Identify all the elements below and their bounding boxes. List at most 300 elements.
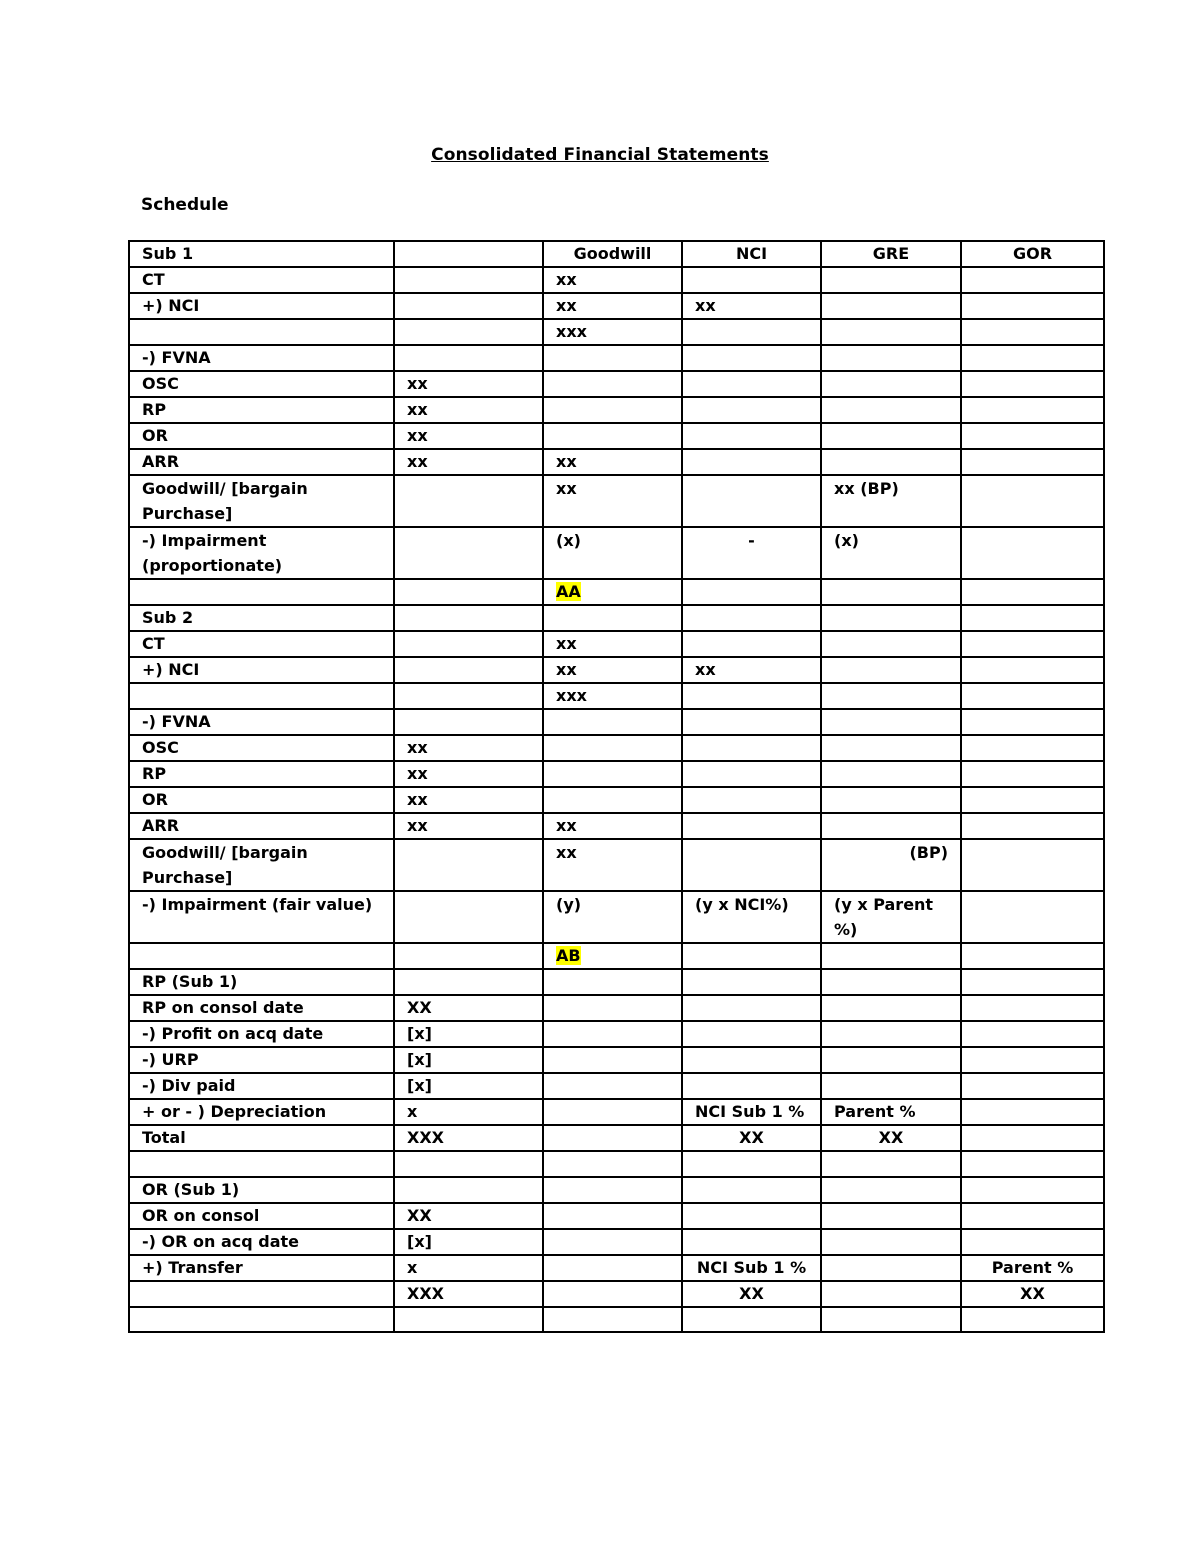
cell-text: xxx	[556, 686, 587, 705]
cell-text: (BP)	[909, 843, 948, 862]
cell-text: RP	[142, 400, 167, 419]
row-label-cell	[129, 1203, 394, 1229]
table-cell	[961, 423, 1104, 449]
cell-text: -	[748, 531, 755, 550]
table-cell	[394, 449, 543, 475]
table-cell	[961, 761, 1104, 787]
table-cell	[961, 1203, 1104, 1229]
row-label-cell	[129, 397, 394, 423]
table-row	[129, 1203, 1104, 1229]
table-cell	[961, 657, 1104, 683]
cell-text: +) NCI	[142, 296, 200, 315]
cell-text: -) Profit on acq date	[142, 1024, 324, 1043]
table-row	[129, 579, 1104, 605]
table-cell	[682, 1151, 821, 1177]
row-label-cell	[129, 1099, 394, 1125]
table-row	[129, 423, 1104, 449]
table-cell	[543, 371, 682, 397]
table-cell	[821, 839, 961, 891]
table-cell	[961, 345, 1104, 371]
table-cell	[543, 657, 682, 683]
row-label-cell	[129, 1281, 394, 1307]
table-cell	[961, 371, 1104, 397]
table-cell	[682, 423, 821, 449]
table-row	[129, 735, 1104, 761]
table-cell	[394, 1281, 543, 1307]
cell-text: [x]	[407, 1024, 432, 1043]
table-cell	[821, 319, 961, 345]
table-cell	[682, 1021, 821, 1047]
table-cell	[543, 449, 682, 475]
table-cell	[682, 319, 821, 345]
table-cell	[394, 943, 543, 969]
cell-text: xx	[695, 660, 716, 679]
table-cell	[543, 423, 682, 449]
table-cell	[821, 1255, 961, 1281]
table-cell	[394, 371, 543, 397]
table-cell	[394, 1203, 543, 1229]
table-cell	[543, 943, 682, 969]
schedule-label: Schedule	[141, 195, 229, 215]
cell-text: xx	[407, 816, 428, 835]
table-cell	[682, 1229, 821, 1255]
table-row	[129, 1177, 1104, 1203]
table-cell	[543, 1177, 682, 1203]
row-label-cell	[129, 371, 394, 397]
table-cell	[961, 319, 1104, 345]
table-cell	[543, 293, 682, 319]
table-cell	[394, 1021, 543, 1047]
cell-text: ARR	[142, 816, 180, 835]
table-cell	[961, 1073, 1104, 1099]
table-cell	[682, 293, 821, 319]
table-cell	[961, 1281, 1104, 1307]
table-cell	[821, 1073, 961, 1099]
cell-text: XXX	[407, 1128, 445, 1147]
table-cell	[543, 1203, 682, 1229]
cell-text: OSC	[142, 374, 179, 393]
cell-text: AB	[556, 946, 581, 965]
cell-text: RP (Sub 1)	[142, 972, 238, 991]
table-cell	[543, 891, 682, 943]
table-cell	[682, 1047, 821, 1073]
table-row	[129, 397, 1104, 423]
cell-text: OR (Sub 1)	[142, 1179, 240, 1199]
row-label-cell	[129, 1125, 394, 1151]
table-cell	[682, 449, 821, 475]
table-cell	[821, 1021, 961, 1047]
cell-text: OR	[142, 790, 168, 809]
row-label-cell	[129, 787, 394, 813]
cell-text: CT	[142, 634, 165, 653]
table-cell	[821, 631, 961, 657]
table-cell	[543, 631, 682, 657]
table-cell	[394, 969, 543, 995]
cell-text: -) FVNA	[142, 348, 211, 367]
table-cell	[961, 579, 1104, 605]
cell-text: xx	[407, 400, 428, 419]
cell-text: GOR	[1012, 244, 1053, 263]
table-cell	[821, 787, 961, 813]
table-cell	[394, 605, 543, 631]
table-cell	[394, 839, 543, 891]
cell-text: Sub 1	[142, 244, 194, 263]
row-label-cell	[129, 943, 394, 969]
row-label-cell	[129, 1047, 394, 1073]
table-cell	[543, 605, 682, 631]
cell-text: NCI Sub 1 %	[696, 1257, 807, 1277]
cell-text: XX	[739, 1128, 764, 1147]
row-label-cell	[129, 1073, 394, 1099]
table-cell	[682, 397, 821, 423]
table-cell	[543, 579, 682, 605]
row-label-cell	[129, 475, 394, 527]
schedule-table	[128, 240, 1105, 1333]
table-cell	[682, 683, 821, 709]
cell-text: xx	[407, 374, 428, 393]
table-row	[129, 1099, 1104, 1125]
table-cell	[961, 1021, 1104, 1047]
cell-text: Goodwill/ [bargain Purchase]	[142, 479, 308, 523]
table-cell	[682, 891, 821, 943]
cell-text: xx	[407, 452, 428, 471]
cell-text: Total	[142, 1128, 186, 1147]
table-row	[129, 1255, 1104, 1281]
row-label-cell	[129, 527, 394, 579]
table-cell	[543, 1151, 682, 1177]
table-cell	[821, 371, 961, 397]
table-cell	[543, 1073, 682, 1099]
table-cell	[821, 995, 961, 1021]
row-label-cell	[129, 813, 394, 839]
table-row	[129, 241, 1104, 267]
table-cell	[821, 1229, 961, 1255]
table-cell	[961, 397, 1104, 423]
table-cell	[961, 1047, 1104, 1073]
table-cell	[821, 527, 961, 579]
table-cell	[543, 761, 682, 787]
table-cell	[394, 735, 543, 761]
table-cell	[961, 267, 1104, 293]
table-cell	[821, 1177, 961, 1203]
table-cell	[821, 1125, 961, 1151]
table-cell	[821, 1151, 961, 1177]
table-cell	[682, 579, 821, 605]
table-cell	[821, 449, 961, 475]
table-cell	[821, 475, 961, 527]
table-cell	[682, 631, 821, 657]
table-cell	[394, 787, 543, 813]
cell-text: Sub 2	[142, 608, 194, 627]
table-cell	[821, 943, 961, 969]
cell-text: xx	[556, 843, 577, 862]
schedule-body	[129, 241, 1104, 1332]
cell-text: -) OR on acq date	[142, 1231, 300, 1251]
table-cell	[961, 839, 1104, 891]
table-cell	[394, 1255, 543, 1281]
cell-text: CT	[142, 270, 165, 289]
table-cell	[543, 1255, 682, 1281]
cell-text: (y)	[556, 895, 582, 914]
table-row	[129, 969, 1104, 995]
table-cell	[682, 345, 821, 371]
cell-text: xx	[556, 816, 577, 835]
cell-text: (x)	[834, 531, 859, 550]
table-row	[129, 631, 1104, 657]
cell-text: xx	[556, 270, 577, 289]
cell-text: (y x Parent %)	[834, 895, 934, 939]
table-row	[129, 293, 1104, 319]
cell-text: -) Impairment (proportionate)	[142, 531, 283, 575]
table-cell	[543, 735, 682, 761]
cell-text: RP	[142, 764, 167, 783]
cell-text: Goodwill/ [bargain Purchase]	[142, 843, 308, 887]
table-row	[129, 709, 1104, 735]
table-cell	[821, 1099, 961, 1125]
table-cell	[961, 1151, 1104, 1177]
row-label-cell	[129, 1151, 394, 1177]
table-cell	[821, 423, 961, 449]
table-row	[129, 1151, 1104, 1177]
cell-text: +) Transfer	[142, 1257, 243, 1277]
table-row	[129, 761, 1104, 787]
row-label-cell	[129, 1177, 394, 1203]
table-cell	[394, 657, 543, 683]
table-cell	[543, 1125, 682, 1151]
table-row	[129, 1073, 1104, 1099]
table-row	[129, 267, 1104, 293]
table-cell	[821, 293, 961, 319]
table-cell	[394, 1073, 543, 1099]
table-cell	[961, 969, 1104, 995]
table-cell	[682, 1307, 821, 1333]
table-cell	[821, 241, 961, 267]
table-cell	[394, 631, 543, 657]
table-cell	[821, 579, 961, 605]
table-cell	[543, 1281, 682, 1307]
row-label-cell	[129, 839, 394, 891]
cell-text: xx	[556, 479, 577, 498]
table-cell	[961, 241, 1104, 267]
cell-text: xx	[556, 296, 577, 315]
table-cell	[543, 813, 682, 839]
cell-text: xx (BP)	[834, 479, 899, 498]
table-cell	[961, 449, 1104, 475]
table-cell	[394, 397, 543, 423]
table-cell	[543, 475, 682, 527]
cell-text: xx	[556, 452, 577, 471]
cell-text: XXX	[407, 1283, 445, 1303]
table-cell	[394, 761, 543, 787]
table-row	[129, 1229, 1104, 1255]
cell-text: xx	[556, 634, 577, 653]
cell-text: GRE	[872, 244, 910, 263]
cell-text: XX	[407, 998, 432, 1017]
table-cell	[682, 1099, 821, 1125]
table-cell	[961, 1307, 1104, 1333]
table-cell	[394, 345, 543, 371]
cell-text: Goodwill	[573, 244, 652, 263]
cell-text: OR	[142, 426, 168, 445]
cell-text: XX	[407, 1205, 432, 1225]
cell-text: XX	[878, 1128, 904, 1147]
row-label-cell	[129, 1021, 394, 1047]
table-cell	[821, 891, 961, 943]
table-cell	[821, 267, 961, 293]
cell-text: xx	[407, 790, 428, 809]
table-cell	[821, 683, 961, 709]
table-cell	[961, 1229, 1104, 1255]
table-row	[129, 891, 1104, 943]
table-cell	[682, 709, 821, 735]
table-cell	[682, 839, 821, 891]
table-cell	[961, 995, 1104, 1021]
table-cell	[543, 995, 682, 1021]
table-cell	[394, 1307, 543, 1333]
table-cell	[543, 345, 682, 371]
table-cell	[394, 423, 543, 449]
table-cell	[394, 683, 543, 709]
table-cell	[543, 787, 682, 813]
table-cell	[682, 1073, 821, 1099]
cell-text: xx	[407, 738, 428, 757]
row-label-cell	[129, 709, 394, 735]
row-label-cell	[129, 683, 394, 709]
table-cell	[961, 605, 1104, 631]
table-row	[129, 475, 1104, 527]
table-cell	[543, 397, 682, 423]
table-row	[129, 527, 1104, 579]
table-row	[129, 1125, 1104, 1151]
table-cell	[821, 1307, 961, 1333]
table-cell	[821, 969, 961, 995]
table-cell	[961, 943, 1104, 969]
table-cell	[961, 787, 1104, 813]
cell-text: -) FVNA	[142, 712, 211, 731]
table-row	[129, 345, 1104, 371]
table-cell	[821, 1203, 961, 1229]
row-label-cell	[129, 1229, 394, 1255]
table-cell	[394, 1099, 543, 1125]
cell-text: [x]	[407, 1076, 432, 1095]
table-cell	[682, 995, 821, 1021]
cell-text: (y x NCI%)	[695, 895, 789, 914]
cell-text: AA	[556, 582, 581, 601]
table-row	[129, 605, 1104, 631]
table-cell	[543, 1307, 682, 1333]
cell-text: Parent %	[834, 1102, 916, 1121]
cell-text: xx	[556, 660, 577, 679]
cell-text: NCI	[735, 244, 768, 263]
cell-text: [x]	[407, 1231, 432, 1251]
table-cell	[543, 1099, 682, 1125]
table-cell	[543, 1047, 682, 1073]
table-cell	[682, 475, 821, 527]
cell-text: XX	[1020, 1283, 1045, 1303]
table-cell	[821, 1281, 961, 1307]
page-title: Consolidated Financial Statements	[431, 145, 769, 165]
table-row	[129, 371, 1104, 397]
table-cell	[961, 475, 1104, 527]
table-cell	[821, 761, 961, 787]
cell-text: NCI Sub 1 %	[695, 1102, 805, 1121]
table-cell	[394, 709, 543, 735]
table-cell	[682, 527, 821, 579]
cell-text: xx	[695, 296, 716, 315]
table-cell	[961, 1255, 1104, 1281]
table-cell	[394, 1177, 543, 1203]
row-label-cell	[129, 605, 394, 631]
table-cell	[682, 735, 821, 761]
table-cell	[961, 891, 1104, 943]
table-cell	[394, 293, 543, 319]
table-cell	[682, 371, 821, 397]
table-cell	[682, 813, 821, 839]
table-cell	[543, 839, 682, 891]
table-cell	[394, 319, 543, 345]
table-cell	[543, 709, 682, 735]
table-cell	[394, 995, 543, 1021]
cell-text: -) Impairment (fair value)	[142, 895, 373, 914]
cell-text: ARR	[142, 452, 180, 471]
table-row	[129, 1307, 1104, 1333]
cell-text: OR on consol	[142, 1205, 260, 1225]
table-cell	[682, 787, 821, 813]
cell-text: xx	[407, 426, 428, 445]
table-row	[129, 995, 1104, 1021]
row-label-cell	[129, 449, 394, 475]
table-row	[129, 787, 1104, 813]
table-cell	[682, 969, 821, 995]
row-label-cell	[129, 995, 394, 1021]
cell-text: x	[407, 1257, 418, 1277]
table-cell	[394, 891, 543, 943]
table-row	[129, 1281, 1104, 1307]
cell-text: -) Div paid	[142, 1076, 236, 1095]
table-cell	[543, 241, 682, 267]
table-cell	[682, 1203, 821, 1229]
table-cell	[394, 1229, 543, 1255]
cell-text: xx	[407, 764, 428, 783]
table-cell	[682, 241, 821, 267]
row-label-cell	[129, 735, 394, 761]
table-row	[129, 319, 1104, 345]
row-label-cell	[129, 345, 394, 371]
cell-text: -) URP	[142, 1050, 199, 1069]
table-cell	[821, 657, 961, 683]
cell-text: XX	[739, 1283, 764, 1303]
table-cell	[543, 1021, 682, 1047]
table-cell	[961, 709, 1104, 735]
table-cell	[682, 1255, 821, 1281]
cell-text: +) NCI	[142, 660, 200, 679]
table-cell	[394, 241, 543, 267]
row-label-cell	[129, 631, 394, 657]
row-label-cell	[129, 267, 394, 293]
table-cell	[543, 527, 682, 579]
cell-text: x	[407, 1102, 418, 1121]
table-row	[129, 449, 1104, 475]
table-cell	[961, 1177, 1104, 1203]
table-cell	[682, 267, 821, 293]
table-cell	[961, 1125, 1104, 1151]
table-cell	[821, 1047, 961, 1073]
row-label-cell	[129, 579, 394, 605]
table-cell	[961, 293, 1104, 319]
table-cell	[682, 761, 821, 787]
table-cell	[394, 579, 543, 605]
table-cell	[821, 709, 961, 735]
